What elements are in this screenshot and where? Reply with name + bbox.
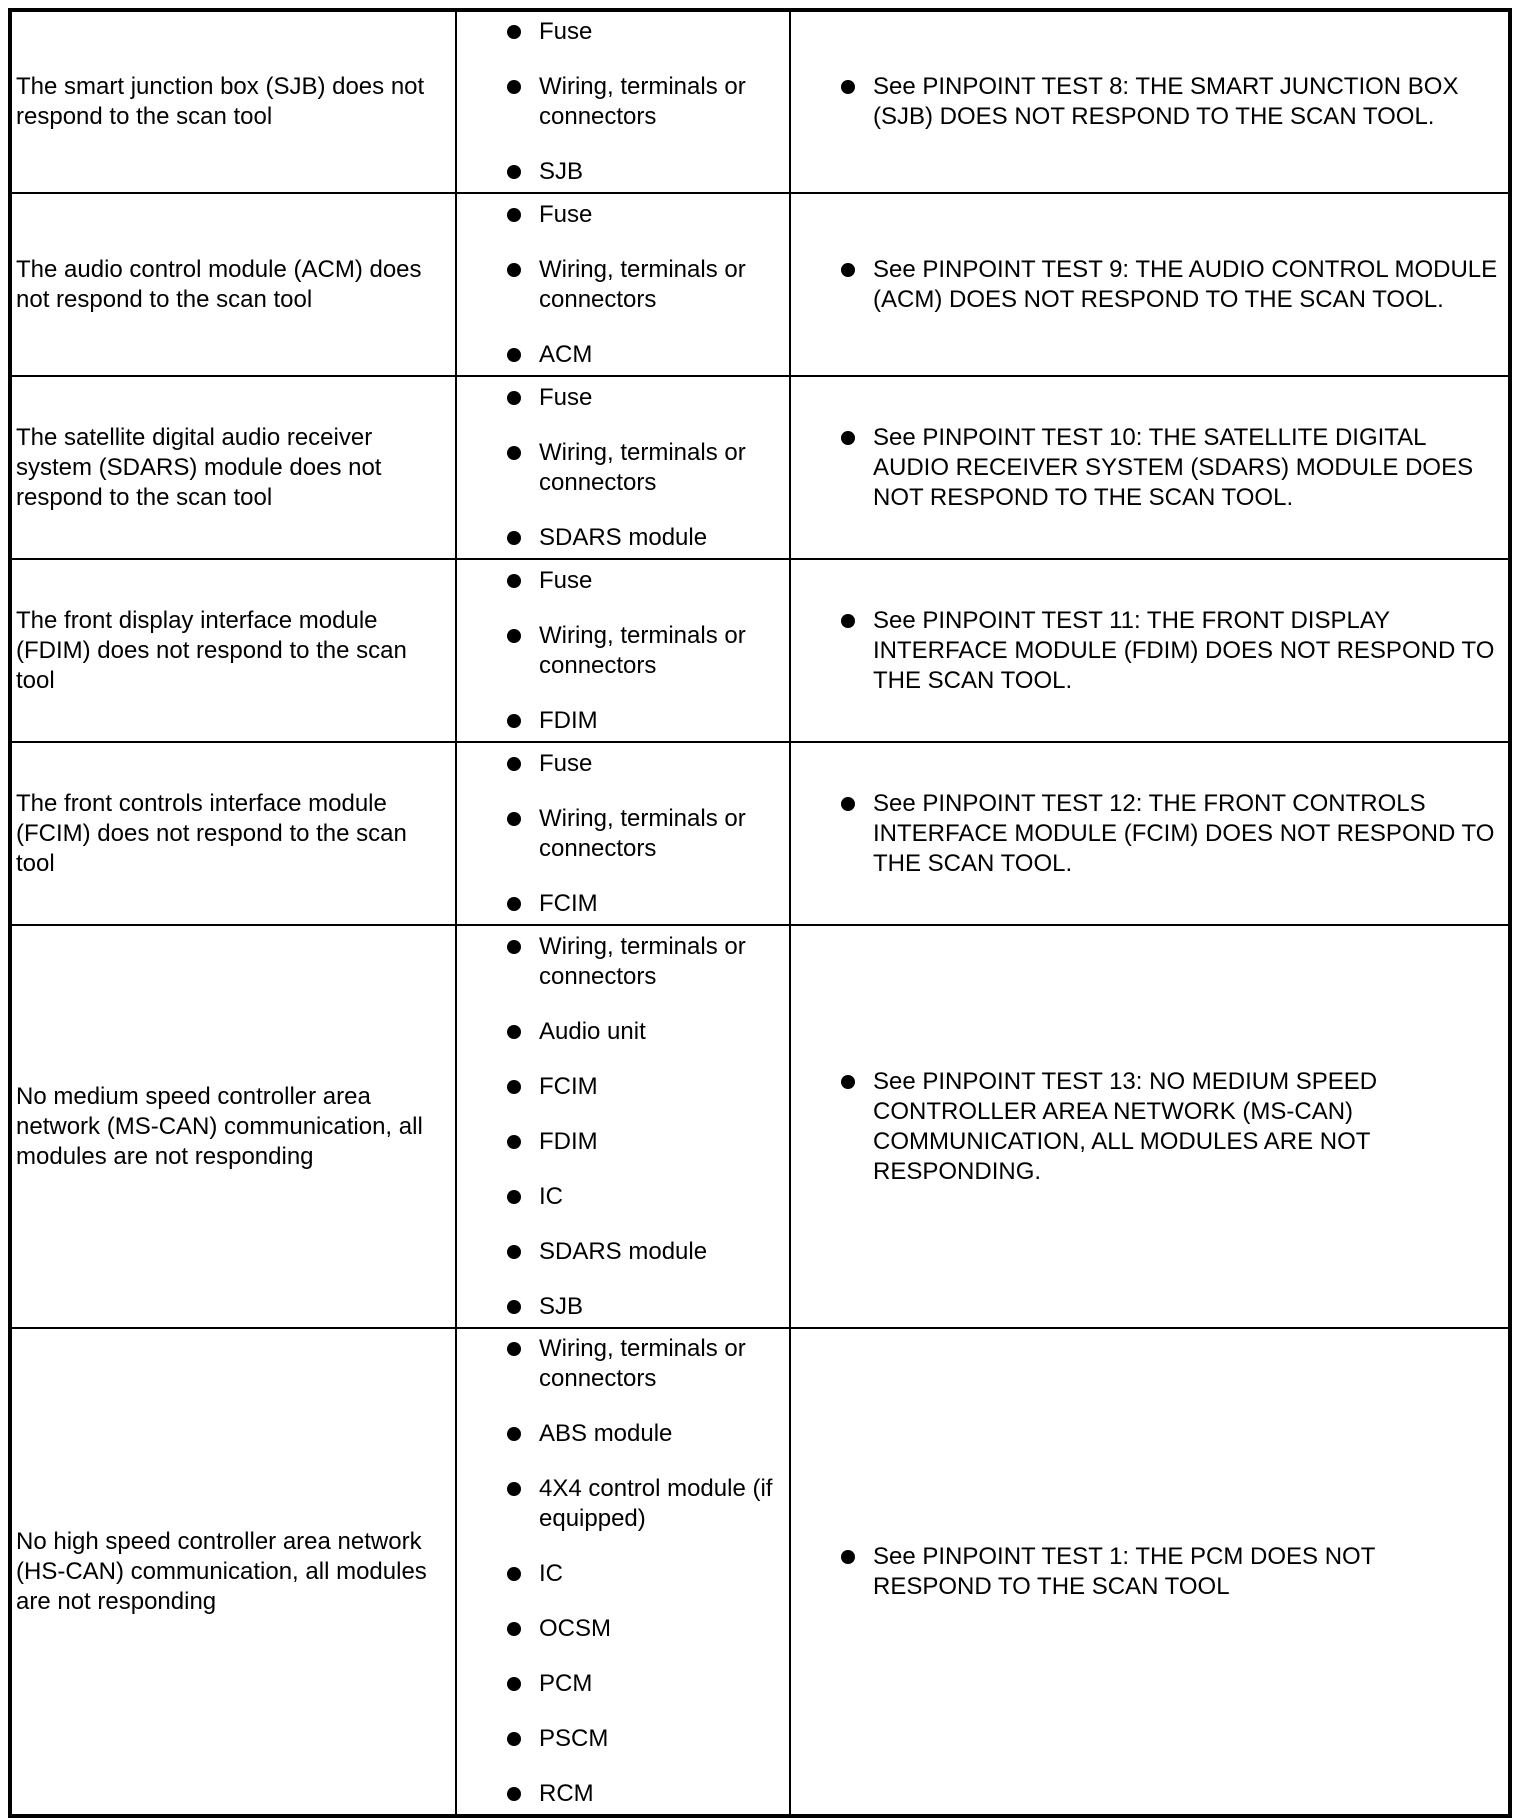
condition-cell: No medium speed controller area network (MS-CAN) communication, all modules are not responding (10, 925, 456, 1328)
pinpoint-test-reference: See PINPOINT TEST 11: THE FRONT DISPLAY INTERFACE MODULE (FDIM) DOES NOT RESPOND TO THE SCAN TOOL. (791, 606, 1498, 696)
table-row (10, 559, 1510, 742)
list-item: Wiring, terminals or connectors (457, 72, 789, 132)
action-cell (790, 376, 1510, 559)
list-item: Audio unit (457, 1017, 789, 1047)
possible-sources-list (457, 200, 789, 370)
pinpoint-test-reference: See PINPOINT TEST 13: NO MEDIUM SPEED CONTROLLER AREA NETWORK (MS-CAN) COMMUNICATION, ALL MODULES ARE NOT RESPONDING. (791, 1067, 1498, 1187)
condition-cell: The front display interface module (FDIM) does not respond to the scan tool (10, 559, 456, 742)
list-item: Wiring, terminals or connectors (457, 1334, 789, 1394)
action-cell (790, 559, 1510, 742)
action-cell (790, 10, 1510, 193)
pinpoint-test-reference: See PINPOINT TEST 8: THE SMART JUNCTION BOX (SJB) DOES NOT RESPOND TO THE SCAN TOOL. (791, 72, 1498, 132)
list-item: SDARS module (457, 523, 789, 553)
symptom-chart-table (8, 8, 1512, 1818)
action-cell (790, 1328, 1510, 1816)
pinpoint-test-reference: See PINPOINT TEST 9: THE AUDIO CONTROL MODULE (ACM) DOES NOT RESPOND TO THE SCAN TOOL. (791, 255, 1498, 315)
list-item: OCSM (457, 1614, 789, 1644)
possible-sources-cell (456, 376, 790, 559)
list-item: Wiring, terminals or connectors (457, 804, 789, 864)
action-list (791, 255, 1498, 315)
possible-sources-cell (456, 10, 790, 193)
possible-sources-list (457, 749, 789, 919)
list-item: Wiring, terminals or connectors (457, 255, 789, 315)
list-item: Wiring, terminals or connectors (457, 932, 789, 992)
list-item: Fuse (457, 17, 789, 47)
condition-cell: The front controls interface module (FCIM) does not respond to the scan tool (10, 742, 456, 925)
list-item: ABS module (457, 1419, 789, 1449)
list-item: PCM (457, 1669, 789, 1699)
list-item: Fuse (457, 383, 789, 413)
list-item: FCIM (457, 889, 789, 919)
list-item: IC (457, 1559, 789, 1589)
condition-cell: The satellite digital audio receiver system (SDARS) module does not respond to the scan tool (10, 376, 456, 559)
table-row (10, 10, 1510, 193)
list-item: RCM (457, 1779, 789, 1809)
action-cell (790, 925, 1510, 1328)
list-item: Wiring, terminals or connectors (457, 438, 789, 498)
possible-sources-list (457, 17, 789, 187)
possible-sources-cell (456, 742, 790, 925)
possible-sources-cell (456, 559, 790, 742)
list-item: Fuse (457, 749, 789, 779)
action-list (791, 423, 1498, 513)
condition-cell: No high speed controller area network (HS-CAN) communication, all modules are not responding (10, 1328, 456, 1816)
action-list (791, 789, 1498, 879)
list-item: SJB (457, 157, 789, 187)
table-row (10, 925, 1510, 1328)
table-row (10, 376, 1510, 559)
condition-cell: The smart junction box (SJB) does not respond to the scan tool (10, 10, 456, 193)
list-item: IC (457, 1182, 789, 1212)
action-list (791, 1542, 1498, 1602)
pinpoint-test-reference: See PINPOINT TEST 10: THE SATELLITE DIGITAL AUDIO RECEIVER SYSTEM (SDARS) MODULE DOES NOT RESPOND TO THE SCAN TOOL. (791, 423, 1498, 513)
action-list (791, 1067, 1498, 1187)
table-row (10, 1328, 1510, 1816)
list-item: 4X4 control module (if equipped) (457, 1474, 789, 1534)
pinpoint-test-reference: See PINPOINT TEST 1: THE PCM DOES NOT RESPOND TO THE SCAN TOOL (791, 1542, 1498, 1602)
action-cell (790, 742, 1510, 925)
list-item: FCIM (457, 1072, 789, 1102)
action-list (791, 606, 1498, 696)
table-row (10, 193, 1510, 376)
possible-sources-cell (456, 193, 790, 376)
list-item: SDARS module (457, 1237, 789, 1267)
list-item: Wiring, terminals or connectors (457, 621, 789, 681)
action-list (791, 72, 1498, 132)
possible-sources-list (457, 383, 789, 553)
condition-cell: The audio control module (ACM) does not respond to the scan tool (10, 193, 456, 376)
possible-sources-cell (456, 1328, 790, 1816)
possible-sources-list (457, 566, 789, 736)
possible-sources-list (457, 932, 789, 1322)
list-item: Fuse (457, 566, 789, 596)
list-item: Fuse (457, 200, 789, 230)
list-item: PSCM (457, 1724, 789, 1754)
possible-sources-cell (456, 925, 790, 1328)
list-item: FDIM (457, 706, 789, 736)
list-item: ACM (457, 340, 789, 370)
list-item: SJB (457, 1292, 789, 1322)
possible-sources-list (457, 1334, 789, 1809)
pinpoint-test-reference: See PINPOINT TEST 12: THE FRONT CONTROLS INTERFACE MODULE (FCIM) DOES NOT RESPOND TO THE SCAN TOOL. (791, 789, 1498, 879)
list-item: FDIM (457, 1127, 789, 1157)
table-row (10, 742, 1510, 925)
action-cell (790, 193, 1510, 376)
